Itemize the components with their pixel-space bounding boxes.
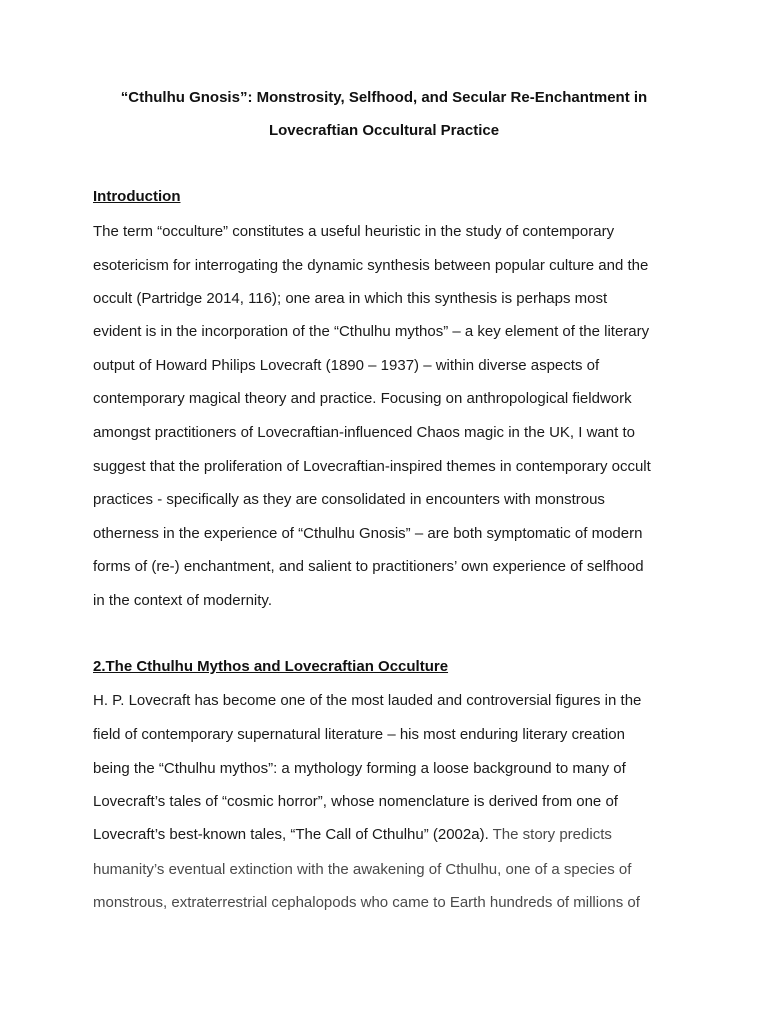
section-heading-introduction: Introduction [93, 188, 181, 205]
paragraph-line: field of contemporary supernatural literature – his most enduring literary creation [93, 726, 625, 743]
paragraph-line: in the context of modernity. [93, 592, 272, 609]
paragraph-line-mixed [93, 825, 612, 845]
document-title-line-2: Lovecraftian Occultural Practice [268, 122, 500, 139]
paragraph-line: amongst practitioners of Lovecraftian-influenced Chaos magic in the UK, I want to [93, 424, 635, 441]
paragraph-line: forms of (re-) enchantment, and salient to practitioners’ own experience of selfhood [93, 558, 644, 575]
paragraph-line: H. P. Lovecraft has become one of the most lauded and controversial figures in the [93, 692, 642, 709]
paragraph-text-gray: The story predicts [488, 826, 612, 843]
paragraph-line: being the “Cthulhu mythos”: a mythology forming a loose background to many of [93, 760, 626, 777]
paragraph-line: evident is in the incorporation of the “Cthulhu mythos” – a key element of the literary [93, 323, 650, 340]
paragraph-line: The term “occulture” constitutes a useful heuristic in the study of contemporary [93, 223, 615, 240]
paragraph-line: suggest that the proliferation of Lovecraftian-inspired themes in contemporary occult [93, 458, 651, 475]
section-heading-cthulhu-mythos: 2.The Cthulhu Mythos and Lovecraftian Occulture [93, 658, 449, 675]
paragraph-line: esotericism for interrogating the dynamic synthesis between popular culture and the [93, 257, 649, 274]
paragraph-line: otherness in the experience of “Cthulhu Gnosis” – are both symptomatic of modern [93, 525, 643, 542]
paragraph-line: output of Howard Philips Lovecraft (1890 – 1937) – within diverse aspects of [93, 357, 600, 374]
paragraph-text-dark: Lovecraft’s best-known tales, “The Call of Cthulhu” (2002a). [93, 826, 489, 843]
paragraph-line: occult (Partridge 2014, 116); one area in which this synthesis is perhaps most [93, 290, 608, 307]
paragraph-line: contemporary magical theory and practice. Focusing on anthropological fieldwork [93, 390, 632, 407]
paragraph-line-gray: humanity’s eventual extinction with the awakening of Cthulhu, one of a species of [93, 861, 632, 878]
paragraph-line: practices - specifically as they are consolidated in encounters with monstrous [93, 491, 605, 508]
paragraph-line-gray: monstrous, extraterrestrial cephalopods who came to Earth hundreds of millions of [93, 894, 640, 911]
document-title-line-1: “Cthulhu Gnosis”: Monstrosity, Selfhood, and Secular Re-Enchantment in [120, 89, 648, 106]
paragraph-line: Lovecraft’s tales of “cosmic horror”, whose nomenclature is derived from one of [93, 793, 618, 810]
